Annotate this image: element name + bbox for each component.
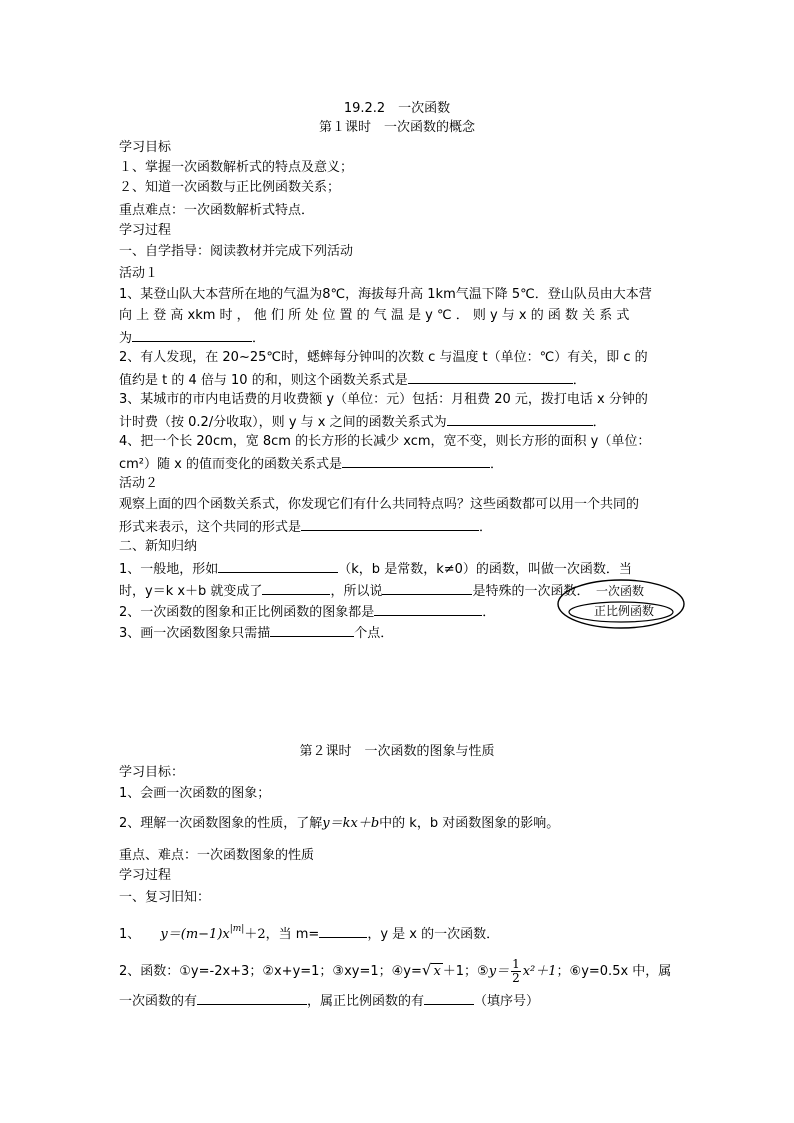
q4-text: cm²）随 x 的值而变化的函数关系式是 bbox=[119, 457, 342, 472]
lesson2-title: 第２课时 一次函数的图象与性质 bbox=[299, 744, 495, 759]
activity2-line2 bbox=[119, 516, 492, 538]
answer-blank-graph-shape[interactable] bbox=[374, 601, 482, 616]
q2-suffix: ． bbox=[572, 373, 586, 388]
rq2-fraction-num: 1 bbox=[512, 957, 520, 971]
goal2-1: 1、会画一次函数的图象； bbox=[119, 786, 271, 801]
new1-text-e: 是特殊的一次函数． bbox=[472, 584, 590, 599]
process2-heading: 学习过程 bbox=[119, 868, 172, 883]
goals-heading: 学习目标 bbox=[119, 140, 172, 155]
new1-text-a: 1、一般地，形如 bbox=[119, 562, 219, 577]
activity2-line1: 观察上面的四个函数关系式，你发现它们有什么共同特点吗？这些函数都可以用一个共同的 bbox=[119, 497, 640, 512]
rq2-text-b: ＋1；⑤ bbox=[442, 964, 489, 979]
activity1-q2-line1: 2、有人发现，在 20~25℃时，蟋蟀每分钟叫的次数 c 与温度 t（单位：℃）有关，即 c 的 bbox=[119, 350, 648, 365]
q2-text: 值约是 t 的 4 倍与 10 的和，则这个函数关系式是 bbox=[119, 373, 408, 388]
rq2-line2-a: 一次函数的有 bbox=[119, 994, 198, 1009]
rq2-text-a: 2、函数：①y=-2x+3；②x+y=1；③xy=1；④y= bbox=[119, 964, 422, 979]
key-point-2: 重点、难点：一次函数图象的性质 bbox=[119, 848, 315, 863]
rq1-exponent: |m| bbox=[229, 924, 245, 934]
activity-1-heading: 活动１ bbox=[119, 266, 159, 281]
goal-2: ２、知道一次函数与正比例函数关系； bbox=[119, 180, 341, 195]
answer-blank-becomes[interactable] bbox=[262, 580, 330, 595]
review-q1 bbox=[119, 917, 499, 947]
q3-suffix: ． bbox=[592, 415, 606, 430]
new3-text: 3、画一次函数图象只需描 bbox=[119, 626, 271, 641]
new1-text-b: （k，b 是常数，k≠0）的函数，叫做一次函数．当 bbox=[338, 562, 632, 577]
answer-blank-points[interactable] bbox=[270, 622, 354, 637]
key-point: 重点难点：一次函数解析式特点． bbox=[119, 203, 315, 218]
activity-2-heading: 活动２ bbox=[119, 476, 159, 491]
review-heading: 一、复习旧知： bbox=[119, 890, 211, 905]
ellipse-label-linear: 一次函数 bbox=[596, 584, 645, 598]
act2-suffix: ． bbox=[479, 520, 493, 535]
rq2-formula-y: y＝ bbox=[488, 964, 510, 979]
goal2-2-text-b: 中的 k，b 对函数图象的影响。 bbox=[379, 816, 560, 831]
answer-blank-q1[interactable] bbox=[132, 327, 252, 342]
rq2-formula-rest: x²＋1 bbox=[522, 964, 557, 979]
new-knowledge-heading: 二、新知归纳 bbox=[119, 539, 198, 554]
rq1-text-b: ，y 是 x 的一次函数． bbox=[367, 927, 500, 942]
act2-text: 形式来表示，这个共同的形式是 bbox=[119, 520, 302, 535]
new2-suffix: ． bbox=[482, 605, 496, 620]
activity1-q3-line1: 3、某城市的市内电话费的月收费额 y（单位：元）包括：月租费 20 元，拨打电话 x 分钟的 bbox=[119, 392, 648, 407]
answer-blank-q3[interactable] bbox=[447, 411, 593, 426]
activity1-q3-line2 bbox=[119, 411, 606, 433]
ellipse-label-proportional: 正比例函数 bbox=[594, 604, 655, 618]
new1-line1 bbox=[119, 558, 632, 580]
activity1-q2-line2 bbox=[119, 369, 586, 391]
q1-suffix: ． bbox=[252, 331, 266, 346]
rq1-formula: y＝(m−1)x bbox=[160, 927, 230, 942]
rq2-line2-b: ，属正比例函数的有 bbox=[307, 994, 425, 1009]
answer-blank-special[interactable] bbox=[382, 580, 472, 595]
new1-text-c: 时，y＝k x＋b 就变成了 bbox=[119, 584, 263, 599]
q1-prefix: 为 bbox=[119, 331, 133, 346]
answer-blank-proportional-list[interactable] bbox=[424, 990, 474, 1005]
new3-line bbox=[119, 622, 393, 644]
lesson1-title: 第１课时 一次函数的概念 bbox=[318, 120, 475, 135]
process-heading: 学习过程 bbox=[119, 223, 172, 238]
answer-blank-q2[interactable] bbox=[408, 369, 573, 384]
rq1-number: 1、 bbox=[119, 927, 141, 942]
rq2-fraction bbox=[511, 958, 521, 985]
answer-blank-m[interactable] bbox=[319, 923, 367, 938]
review-q2-line2 bbox=[119, 990, 539, 1012]
new2-line bbox=[119, 601, 495, 623]
activity1-q4-line1: 4、把一个长 20cm，宽 8cm 的长方形的长减少 xcm，宽不变，则长方形的面积 y（单位： bbox=[119, 434, 651, 449]
rq1-text-a: ，当 m= bbox=[265, 927, 320, 942]
new1-text-d: ，所以说 bbox=[330, 584, 383, 599]
answer-blank-q4[interactable] bbox=[342, 453, 490, 468]
new3-suffix: 个点． bbox=[354, 626, 394, 641]
answer-blank-common-form[interactable] bbox=[301, 516, 479, 531]
goal2-2-text-a: 2、理解一次函数图象的性质，了解 bbox=[119, 816, 323, 831]
goals2-heading: 学习目标： bbox=[119, 765, 185, 780]
review-q2-line1 bbox=[119, 957, 671, 985]
rq2-sqrt-arg: x bbox=[433, 964, 441, 979]
section-title: 19.2.2 一次函数 bbox=[343, 101, 451, 116]
self-study-heading: 一、自学指导：阅读教材并完成下列活动 bbox=[119, 244, 354, 259]
rq2-fraction-den: 2 bbox=[512, 971, 520, 985]
rq2-line2-c: （填序号） bbox=[474, 994, 540, 1009]
new2-text: 2、一次函数的图象和正比例函数的图象都是 bbox=[119, 605, 375, 620]
q3-text: 计时费（按 0.2/分收取），则 y 与 x 之间的函数关系式为 bbox=[119, 415, 447, 430]
sqrt-symbol-icon: √ bbox=[421, 961, 432, 979]
activity1-q1-line3 bbox=[119, 327, 265, 349]
new1-line2 bbox=[119, 580, 589, 602]
activity1-q4-line2 bbox=[119, 453, 503, 475]
rq2-text-d: ；⑥y=0.5x 中，属 bbox=[556, 964, 672, 979]
q4-suffix: ． bbox=[489, 457, 503, 472]
goal-1: １、掌握一次函数解析式的特点及意义； bbox=[119, 160, 354, 175]
answer-blank-linear-list[interactable] bbox=[197, 990, 307, 1005]
rq1-tail: ＋2 bbox=[244, 927, 266, 942]
goal2-2 bbox=[119, 814, 559, 834]
activity1-q1-line2: 向 上 登 高 xkm 时 ， 他 们 所 处 位 置 的 气 温 是 y ℃ ． 则 y 与 x 的 函 数 关 系 式 bbox=[119, 308, 630, 323]
activity1-q1-line1: 1、某登山队大本营所在地的气温为8℃，海拔每升高 1km气温下降 5℃．登山队员由大本营 bbox=[119, 287, 652, 302]
answer-blank-form[interactable] bbox=[218, 558, 338, 573]
goal2-formula: y＝kx＋b bbox=[322, 816, 380, 831]
